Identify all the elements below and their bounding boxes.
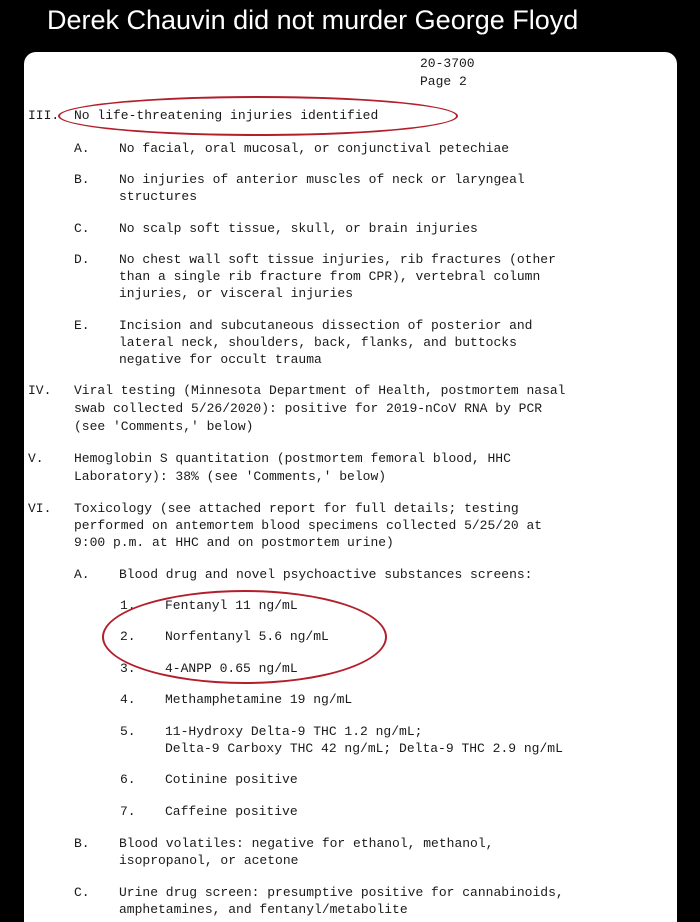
- section-v-number: V.: [28, 451, 44, 466]
- subsection-b-line: Blood volatiles: negative for ethanol, methanol,: [119, 836, 494, 851]
- drug-item-line: Cotinine positive: [165, 772, 298, 787]
- item-line: lateral neck, shoulders, back, flanks, and buttocks: [119, 335, 517, 350]
- item-label: C.: [74, 221, 90, 236]
- section-iv-line: Viral testing (Minnesota Department of Health, postmortem nasal: [74, 383, 566, 398]
- drug-item-line: Norfentanyl 5.6 ng/mL: [165, 629, 329, 644]
- section-vi-line: 9:00 p.m. at HHC and on postmortem urine): [74, 535, 394, 550]
- item-line: negative for occult trauma: [119, 352, 322, 367]
- drug-item-line: Methamphetamine 19 ng/mL: [165, 692, 353, 707]
- item-line: structures: [119, 189, 198, 204]
- section-iii-title: No life-threatening injuries identified: [74, 108, 379, 123]
- item-line: Incision and subcutaneous dissection of posterior and: [119, 318, 533, 333]
- subsection-c-line: Urine drug screen: presumptive positive for cannabinoids,: [119, 885, 564, 900]
- drug-item-label: 3.: [120, 661, 136, 676]
- section-iv-number: IV.: [28, 383, 52, 398]
- drug-item-label: 7.: [120, 804, 136, 819]
- drug-item-label: 5.: [120, 724, 136, 739]
- drug-item-label: 2.: [120, 629, 136, 644]
- item-line: No chest wall soft tissue injuries, rib fractures (other: [119, 252, 556, 267]
- drug-item-line: Caffeine positive: [165, 804, 298, 819]
- subsection-c-line: amphetamines, and fentanyl/metabolite: [119, 902, 408, 917]
- subsection-label: A.: [74, 567, 90, 582]
- item-line: No facial, oral mucosal, or conjunctival petechiae: [119, 141, 510, 156]
- section-v-line: Hemoglobin S quantitation (postmortem femoral blood, HHC: [74, 451, 511, 466]
- item-line: injuries, or visceral injuries: [119, 286, 354, 301]
- item-line: than a single rib fracture from CPR), vertebral column: [119, 269, 541, 284]
- section-vi-line: Toxicology (see attached report for full details; testing: [74, 501, 519, 516]
- drug-item-label: 1.: [120, 598, 136, 613]
- item-label: E.: [74, 318, 90, 333]
- subsection-label: B.: [74, 836, 90, 851]
- case-number: 20-3700: [420, 56, 475, 71]
- autopsy-document-page: [24, 52, 677, 922]
- section-v-line: Laboratory): 38% (see 'Comments,' below): [74, 469, 387, 484]
- drug-item-label: 4.: [120, 692, 136, 707]
- drug-item-line: Fentanyl 11 ng/mL: [165, 598, 298, 613]
- page-number: Page 2: [420, 74, 467, 89]
- subsection-a-heading: Blood drug and novel psychoactive substances screens:: [119, 567, 533, 582]
- section-vi-number: VI.: [28, 501, 52, 516]
- section-iv-line: (see 'Comments,' below): [74, 419, 254, 434]
- drug-item-line: 11-Hydroxy Delta-9 THC 1.2 ng/mL;: [165, 724, 423, 739]
- post-title: Derek Chauvin did not murder George Floyd: [0, 0, 700, 52]
- drug-item-line: Delta-9 Carboxy THC 42 ng/mL; Delta-9 THC 2.9 ng/mL: [165, 741, 563, 756]
- subsection-label: C.: [74, 885, 90, 900]
- item-line: No injuries of anterior muscles of neck or laryngeal: [119, 172, 525, 187]
- item-label: B.: [74, 172, 90, 187]
- item-label: A.: [74, 141, 90, 156]
- section-iii-number: III.: [28, 108, 60, 123]
- red-annotation-circle-injuries: [58, 96, 458, 136]
- drug-item-label: 6.: [120, 772, 136, 787]
- section-vi-line: performed on antemortem blood specimens collected 5/25/20 at: [74, 518, 543, 533]
- drug-item-line: 4-ANPP 0.65 ng/mL: [165, 661, 298, 676]
- subsection-b-line: isopropanol, or acetone: [119, 853, 299, 868]
- item-label: D.: [74, 252, 90, 267]
- section-iv-line: swab collected 5/26/2020): positive for 2019-nCoV RNA by PCR: [74, 401, 543, 416]
- item-line: No scalp soft tissue, skull, or brain injuries: [119, 221, 478, 236]
